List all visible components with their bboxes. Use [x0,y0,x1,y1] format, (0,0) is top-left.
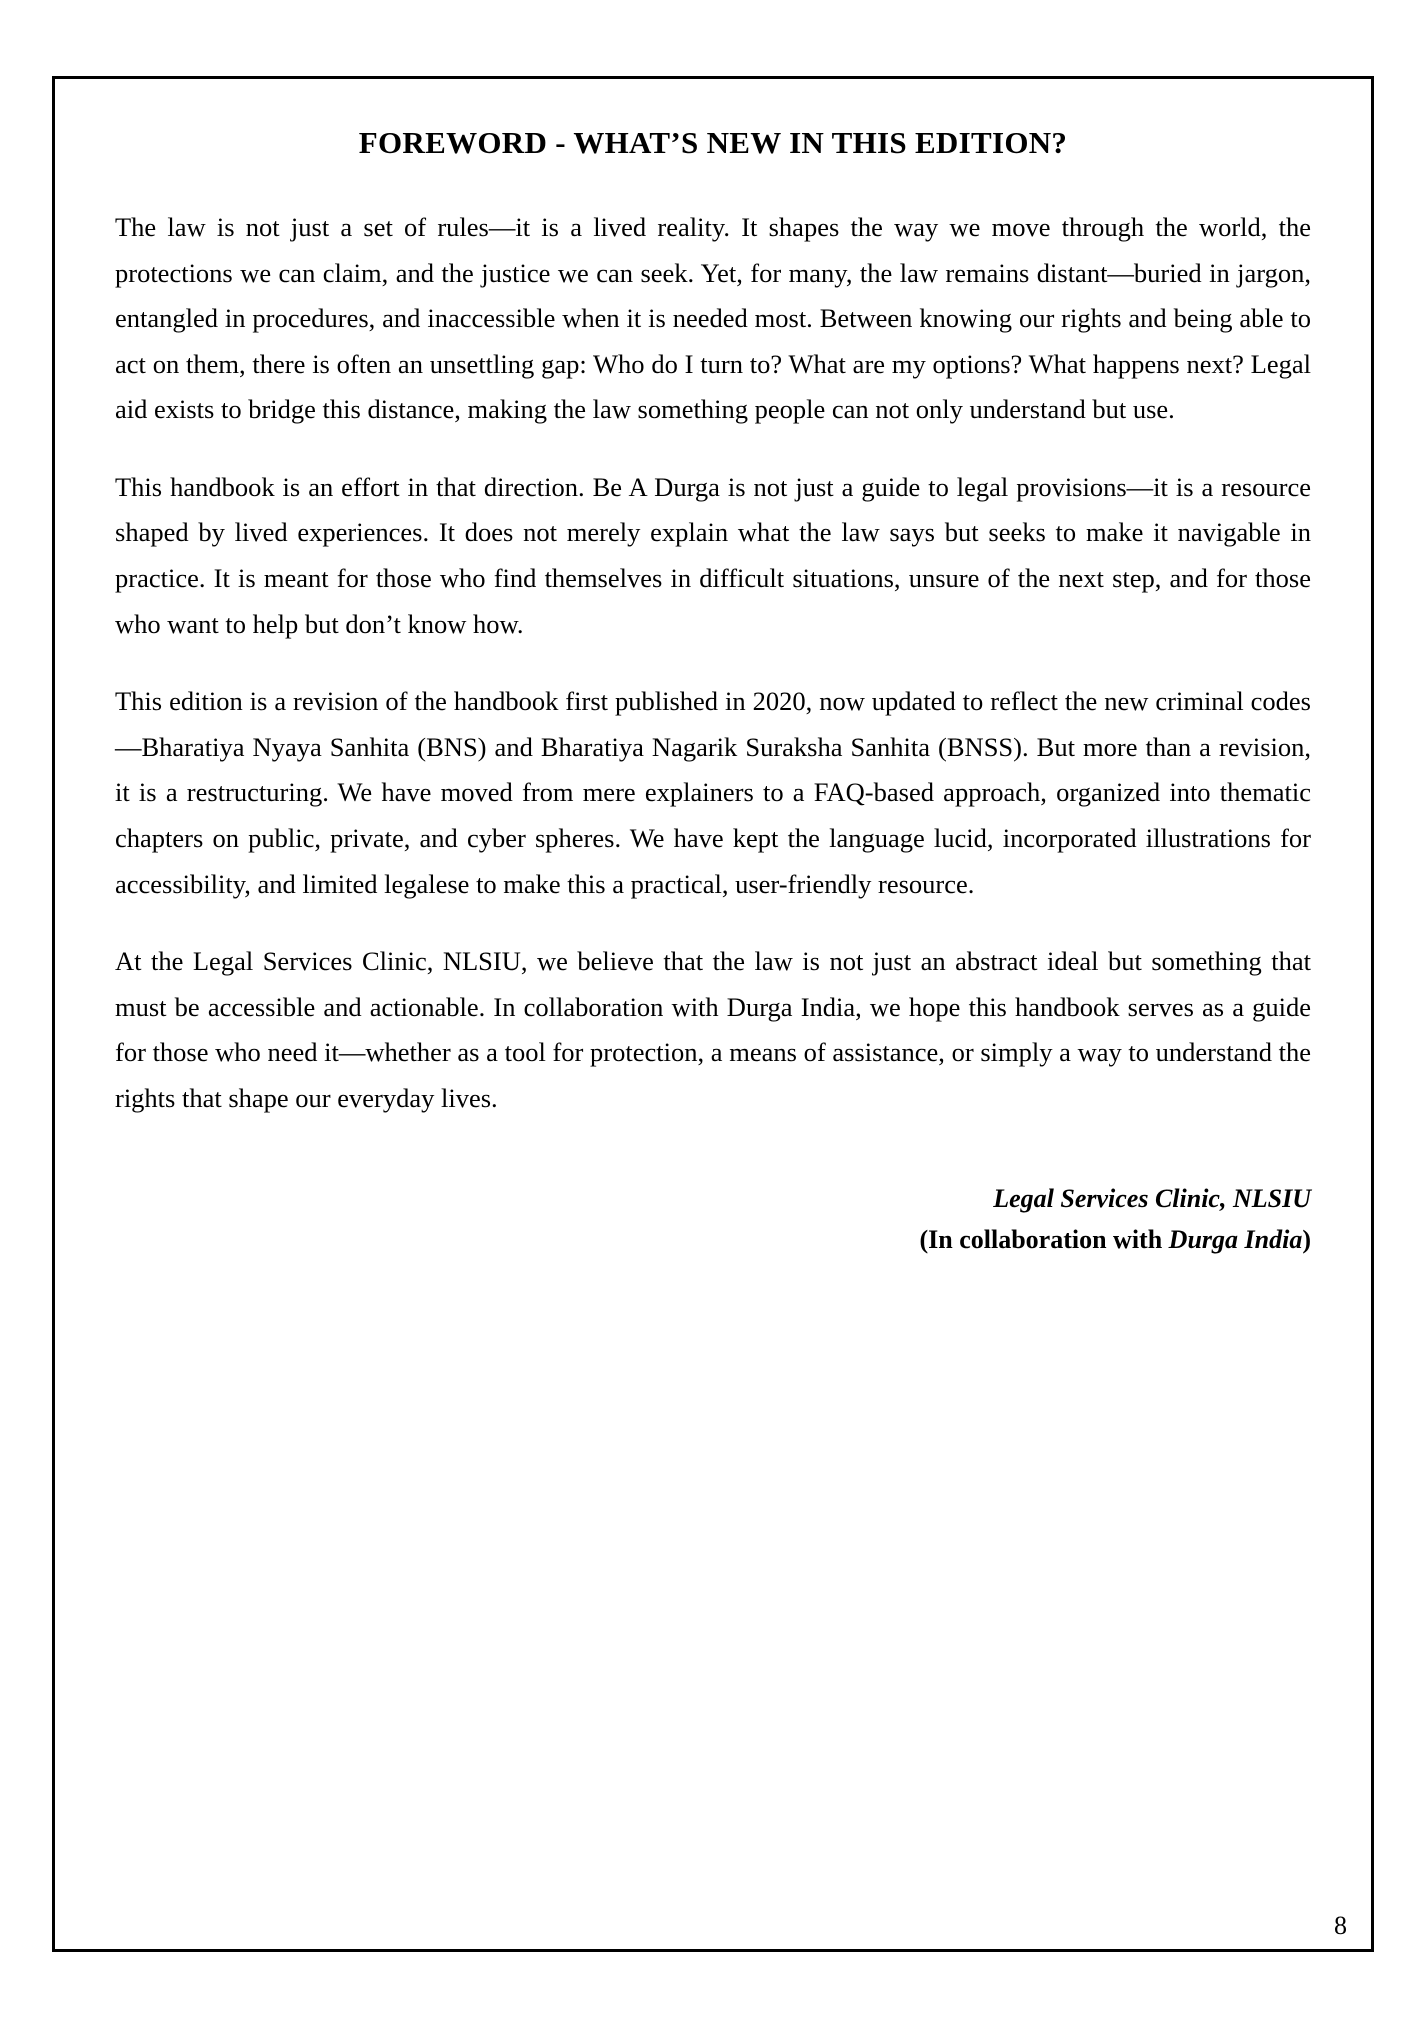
collaboration-suffix: ) [1302,1224,1311,1254]
signature-block [115,1179,1311,1260]
page-content [115,125,1311,1929]
body-paragraph-3: This edition is a revision of the handbook first published in 2020, now updated to reflect the new criminal codes—Bharatiya Nyaya Sanhita (BNS) and Bharatiya Nagarik Suraksha Sanhita (BNSS). But more than a revision, it is a restructuring. We have moved from mere explainers to a FAQ-based approach, organized into thematic chapters on public, private, and cyber spheres. We have kept the language lucid, incorporated illustrations for accessibility, and limited legalese to make this a practical, user-friendly resource. [115,686,1311,899]
collaboration-organization: Durga India [1168,1224,1303,1254]
body-paragraph-2: This handbook is an effort in that direction. Be A Durga is not just a guide to legal provisions—it is a resource shaped by lived experiences. It does not merely explain what the law says but seeks to make it navigable in practice. It is meant for those who find themselves in difficult situations, unsure of the next step, and for those who want to help but don’t know how. [115,471,1311,639]
signature-collaboration [115,1220,1311,1260]
page-number: 8 [1334,1911,1347,1940]
collaboration-prefix: (In collaboration with [919,1224,1169,1254]
signature-author: Legal Services Clinic, NLSIU [993,1184,1311,1214]
body-paragraph-1: The law is not just a set of rules—it is a lived reality. It shapes the way we move through the world, the protections we can claim, and the justice we can seek. Yet, for many, the law remains distant—buried in jargon, entangled in procedures, and inaccessible when it is needed most. Between knowing our rights and being able to act on them, there is often an unsettling gap: Who do I turn to? What are my options? What happens next? Legal aid exists to bridge this distance, making the law something people can not only understand but use. [115,212,1311,425]
document-page [52,76,1374,1952]
page-title: FOREWORD - WHAT’S NEW IN THIS EDITION? [358,125,1068,160]
body-paragraph-4: At the Legal Services Clinic, NLSIU, we believe that the law is not just an abstract ideal but something that must be accessible and actionable. In collaboration with Durga India, we hope this handbook serves as a guide for those who need it—whether as a tool for protection, a means of assistance, or simply a way to understand the rights that shape our everyday lives. [115,946,1311,1113]
